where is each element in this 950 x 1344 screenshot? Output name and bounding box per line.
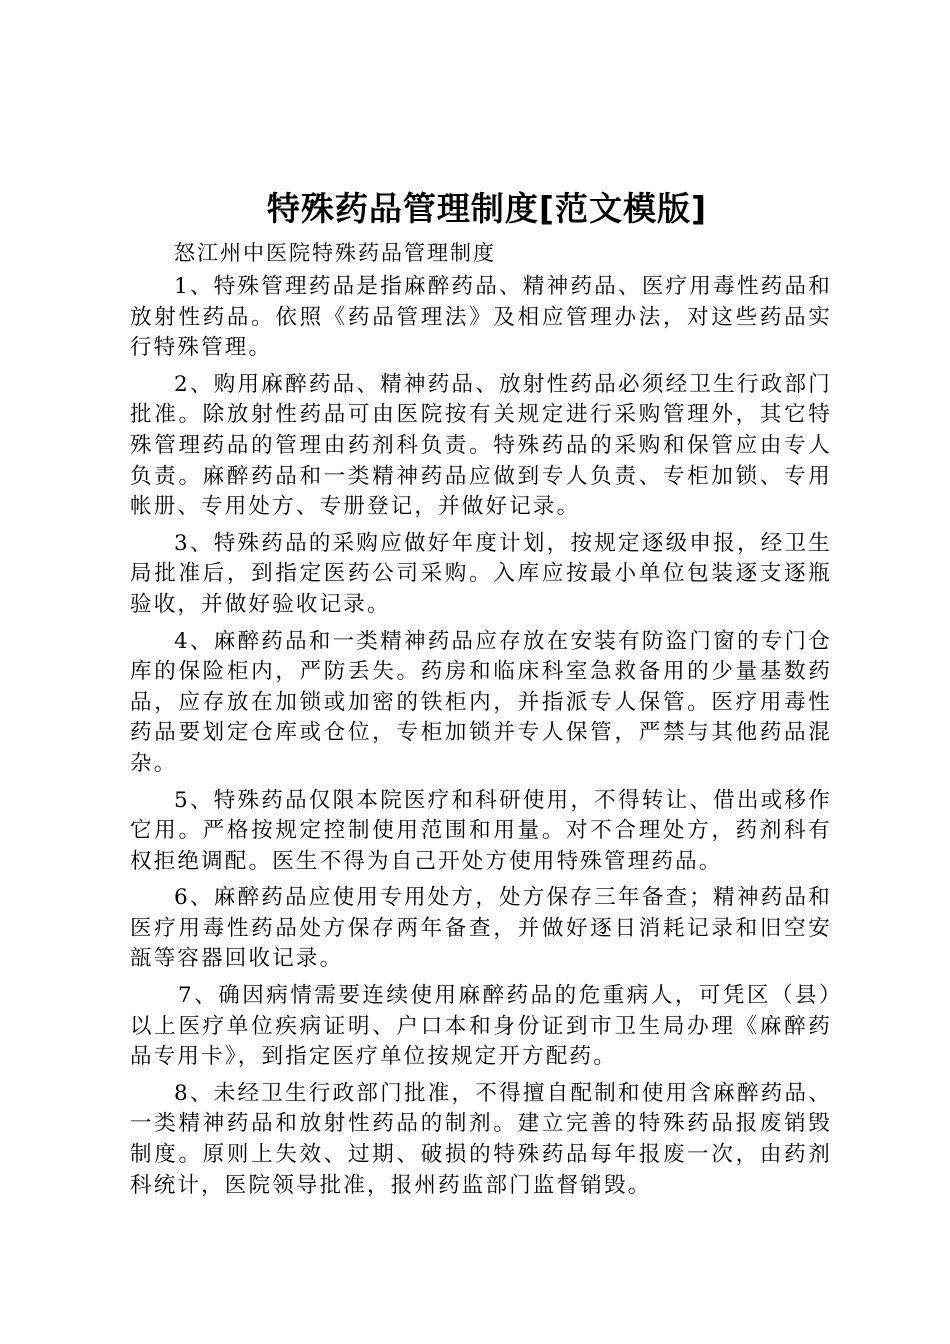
document-subtitle: 怒江州中医院特殊药品管理制度 [174,241,496,265]
paragraph-5: 5、特殊药品仅限本院医疗和科研使用，不得转让、借出或移作它用。严格按规定控制使用范围和用量。对不合理处方，药剂科有权拒绝调配。医生不得为自己开处方使用特殊管理药品。 [130,787,832,874]
paragraph-7: 7、确因病情需要连续使用麻醉药品的危重病人，可凭区（县）以上医疗单位疾病证明、户口本和身份证到市卫生局办理《麻醉药品专用卡》，到指定医疗单位按规定开方配药。 [130,983,832,1070]
document-page [130,186,832,1207]
paragraph-8: 8、未经卫生行政部门批准，不得擅自配制和使用含麻醉药品、一类精神药品和放射性药品的制剂。建立完善的特殊药品报废销毁制度。原则上失效、过期、破损的特殊药品每年报废一次，由药剂科统计，医院领导批准，报州药监部门监督销毁。 [130,1080,832,1198]
paragraph-2: 2、购用麻醉药品、精神药品、放射性药品必须经卫生行政部门批准。除放射性药品可由医院按有关规定进行采购管理外，其它特殊管理药品的管理由药剂科负责。特殊药品的采购和保管应由专人负责。麻醉药品和一类精神药品应做到专人负责、专柜加锁、专用帐册、专用处方、专册登记，并做好记录。 [130,371,832,520]
paragraph-4: 4、麻醉药品和一类精神药品应存放在安装有防盗门窗的专门仓库的保险柜内，严防丢失。药房和临床科室急救备用的少量基数药品，应存放在加锁或加密的铁柜内，并指派专人保管。医疗用毒性药品要划定仓库或仓位，专柜加锁并专人保管，严禁与其他药品混杂。 [130,628,832,776]
paragraph-6: 6、麻醉药品应使用专用处方，处方保存三年备查；精神药品和医疗用毒性药品处方保存两年备查，并做好逐日消耗记录和旧空安瓿等容器回收记录。 [130,885,832,972]
paragraph-1: 1、特殊管理药品是指麻醉药品、精神药品、医疗用毒性药品和放射性药品。依照《药品管理法》及相应管理办法，对这些药品实行特殊管理。 [130,274,832,361]
document-title: 特殊药品管理制度[范文模版] [266,189,708,228]
paragraph-3: 3、特殊药品的采购应做好年度计划，按规定逐级申报，经卫生局批准后，到指定医药公司采购。入库应按最小单位包装逐支逐瓶验收，并做好验收记录。 [130,530,832,617]
